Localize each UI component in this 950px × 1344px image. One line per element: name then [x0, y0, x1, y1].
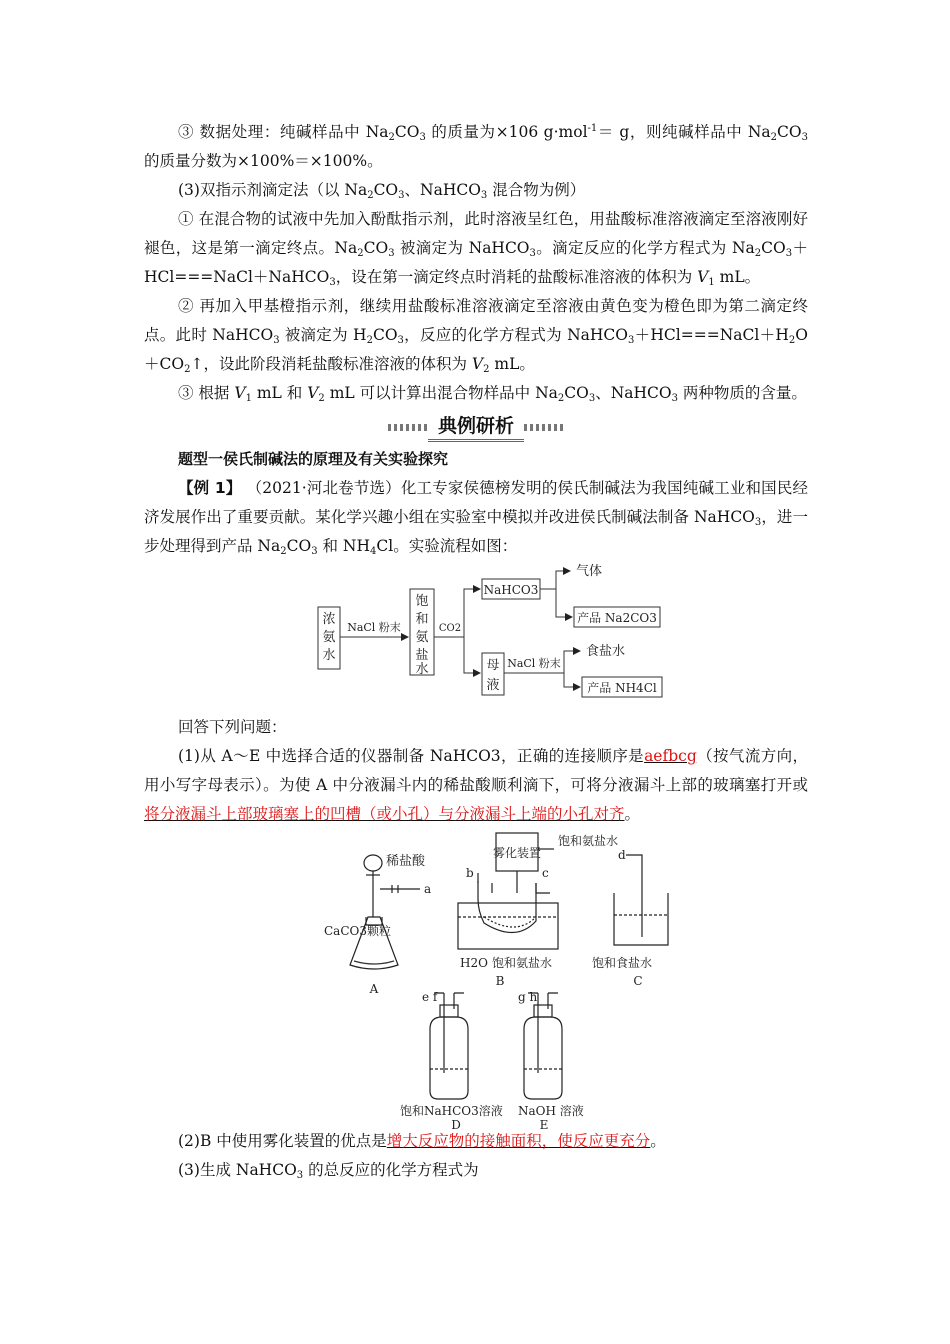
c-letter: C [633, 974, 643, 988]
c-liquid-label: 饱和食盐水 [592, 956, 653, 970]
q1-text-a: (1)从 A～E 中选择合适的仪器制备 NaHCO3，正确的连接顺序是 [178, 747, 645, 765]
paragraph-calculation: ③ 根据 $V_1$ mL 和 $V_2$ mL 可以计算出混合物样品中 $Na_2CO_3$、NaHCO$_3$ 两种物质的含量。 [178, 384, 807, 404]
banner-dots-right [524, 424, 564, 431]
b-liquid-bottom-label: 饱和氨盐水 [492, 956, 553, 970]
flow-start-3: 水 [322, 648, 336, 663]
q1-text-b: （按气流方向，用小写字母表示）。为使 A 中分液漏斗内的稀盐酸顺利滴下，可将分液漏斗上部的玻璃塞打开或 [144, 747, 808, 794]
q2-answer: 增大反应物的接触面积，使反应更充分 [386, 1132, 651, 1150]
flow-arrow-3b [556, 589, 572, 617]
question-2 [144, 1127, 808, 1156]
apparatus-d [430, 993, 468, 1099]
b-port-c: c [542, 866, 549, 880]
paragraph-first-endpoint: ① 在混合物的试液中先加入酚酞指示剂，此时溶液呈红色，用盐酸标准溶液滴定至溶液刚好褪色，这是第一滴定终点。$Na_2CO_3$ 被滴定为 NaHCO$_3$。滴定反应的化学方程式为 $Na_2CO_3+HCl===NaCl+NaHCO_3$，设在第一滴定终点时消耗的盐酸标准溶液的体积为 $V_1$ mL。 [144, 210, 808, 288]
apparatus-a [350, 855, 420, 969]
b-water-label: H2O [460, 956, 488, 970]
c-port-label: d [618, 848, 626, 862]
b-liquid-label: 饱和氨盐水 [558, 834, 619, 848]
apparatus-e [524, 993, 562, 1099]
question-type-heading: 题型一侯氏制碱法的原理及有关实验探究 [178, 450, 449, 468]
apparatus-svg [144, 833, 808, 1132]
question-1 [144, 742, 808, 829]
flow-salt: 食盐水 [586, 644, 626, 659]
q1-answer-b: 将分液漏斗上部玻璃塞上的凹槽（或小孔）与分液漏斗上端的小孔对齐 [144, 805, 625, 823]
paragraph-double-indicator: (3)双指示剂滴定法（以 $Na_2CO_3$、NaHCO$_3$ 混合物为例） [178, 181, 586, 201]
b-port-b: b [466, 866, 474, 880]
banner-title: 典例研析 [428, 413, 524, 442]
b-letter: B [495, 974, 505, 988]
flow-svg [144, 565, 808, 707]
process-flow-diagram [144, 565, 808, 707]
example-source: （2021·河北卷节选） [246, 479, 401, 497]
question-intro: 回答下列问题： [178, 718, 287, 736]
a-acid-label: 稀盐酸 [386, 854, 426, 869]
flow-mid-3: 氨 [415, 630, 429, 645]
q1-text-c: 。 [624, 805, 641, 823]
flow-mid-5: 水 [415, 662, 429, 677]
flow-gas: 气体 [576, 564, 603, 579]
flow-start-2: 氨 [322, 630, 336, 645]
d-letter: D [451, 1118, 461, 1132]
q2-text-a: (2)B 中使用雾化装置的优点是 [178, 1132, 387, 1150]
flow-prod2: 产品 NH4Cl [587, 681, 657, 695]
banner-dots-left [388, 424, 428, 431]
paragraph-second-endpoint: ② 再加入甲基橙指示剂，继续用盐酸标准溶液滴定至溶液由黄色变为橙色即为第二滴定终点。此时 NaHCO$_3$ 被滴定为 $H_2CO_3$，反应的化学方程式为 $NaHCO_3+HCl===NaCl+H_2O+CO_2↑$，设此阶段消耗盐酸标准溶液的体积为 $V_2$ mL。 [144, 297, 808, 375]
q2-text-b: 。 [650, 1132, 666, 1150]
e-ports-label: g h [518, 990, 538, 1004]
example-label: 【例 1】 [178, 479, 242, 497]
paragraph-data-processing: ③ 数据处理：纯碱样品中 $Na_2CO_3$ 的质量为×106 g·mol$^{-1}$＝ g，则纯碱样品中 $Na_2CO_3$ 的质量分数为×100%＝×100%。 [144, 123, 808, 170]
flow-top: NaHCO3 [483, 583, 539, 597]
section-banner [144, 411, 808, 443]
flow-prod1: 产品 Na2CO3 [577, 611, 657, 625]
flow-arrow-2b [464, 637, 480, 673]
a-port-label: a [424, 882, 432, 896]
flow-arrow-3a [540, 571, 570, 589]
b-device-label: 雾化装置 [492, 846, 542, 860]
flow-step1: NaCl 粉末 [347, 621, 401, 634]
flow-bottom-1: 母 [486, 658, 500, 673]
apparatus-c [614, 855, 668, 945]
apparatus-figure [144, 833, 808, 1132]
flow-mid-2: 和 [415, 612, 429, 627]
flow-start-1: 浓 [322, 612, 336, 627]
d-liquid-label: 饱和NaHCO3溶液 [400, 1104, 503, 1118]
flow-mid-4: 盐 [415, 648, 429, 663]
e-letter: E [539, 1118, 549, 1132]
flow-arrow-4b [564, 673, 580, 687]
flow-bottom-2: 液 [486, 678, 500, 693]
a-letter: A [369, 982, 379, 996]
q1-answer-a: aefbcg [644, 747, 697, 765]
flow-step3: NaCl 粉末 [507, 657, 561, 670]
document-page [144, 118, 808, 1185]
e-liquid-label: NaOH 溶液 [518, 1104, 584, 1118]
question-3: (3)生成 NaHCO$_3$ 的总反应的化学方程式为 [178, 1161, 479, 1181]
a-solid-label: CaCO3颗粒 [324, 924, 391, 938]
flow-step2: CO2 [438, 623, 462, 634]
example-paragraph: 【例 1】 （2021·河北卷节选）化工专家侯德榜发明的侯氏制碱法为我国纯碱工业和国民经济发展作出了重要贡献。某化学兴趣小组在实验室中模拟并改进侯氏制碱法制备 NaHCO$_3$，进一步处理得到产品 $Na_2CO_3$ 和 $NH_4Cl$。实验流程如图： [144, 479, 808, 557]
flow-mid-1: 饱 [415, 594, 429, 609]
d-ports-label: e f [422, 990, 438, 1004]
